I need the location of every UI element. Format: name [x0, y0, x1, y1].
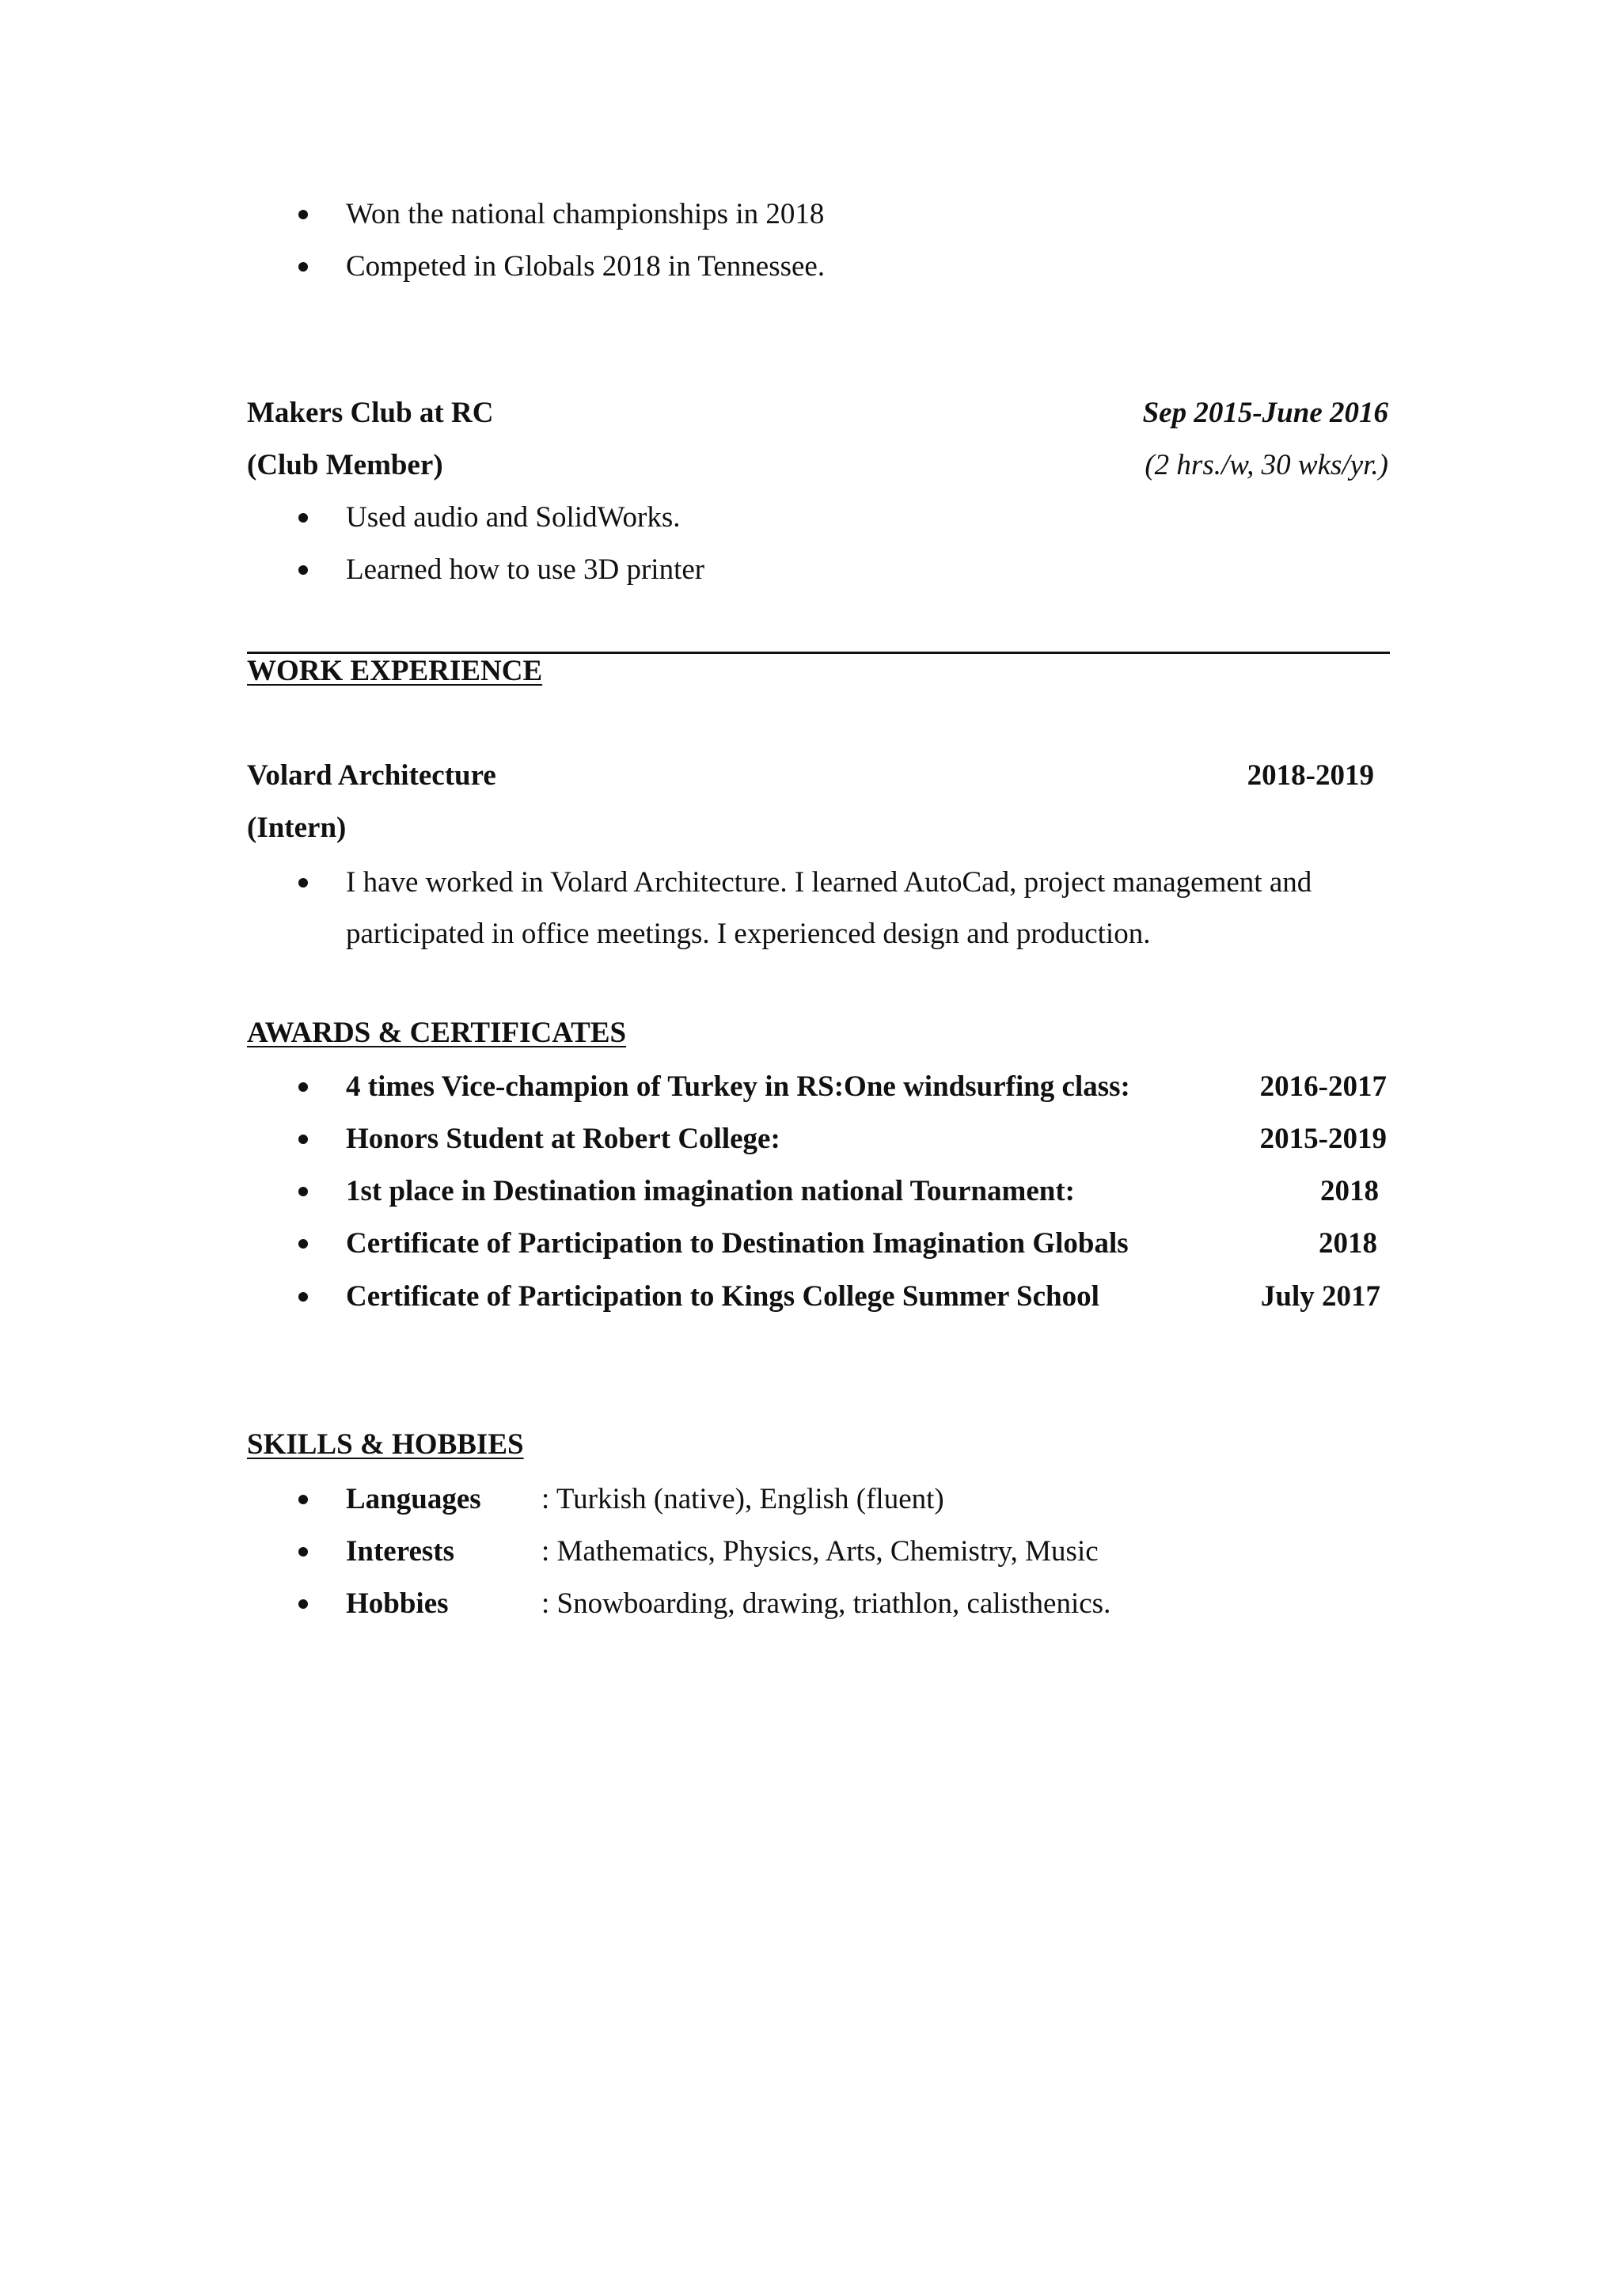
award-label: Certificate of Participation to Destination Imagination Globals: [346, 1227, 1129, 1260]
bullet-icon: [298, 1135, 308, 1144]
award-label: Certificate of Participation to Kings College Summer School: [346, 1280, 1099, 1313]
skills-heading: SKILLS & HOBBIES: [247, 1428, 524, 1461]
award-date: 2018: [1319, 1227, 1377, 1260]
work-bullet-text-line2: participated in office meetings. I experienced design and production.: [346, 918, 1151, 950]
work-role: (Intern): [247, 812, 347, 844]
skill-value: : Snowboarding, drawing, triathlon, calisthenics.: [541, 1587, 1111, 1620]
skill-label: Interests: [346, 1535, 455, 1568]
awards-heading: AWARDS & CERTIFICATES: [247, 1017, 627, 1049]
award-date: 2016-2017: [1259, 1070, 1387, 1103]
bullet-icon: [298, 1495, 308, 1504]
work-company: Volard Architecture: [247, 759, 496, 792]
bullet-icon: [298, 565, 308, 575]
activity-bullet-text: Won the national championships in 2018: [346, 198, 825, 230]
bullet-icon: [298, 210, 308, 219]
makers-club-bullet-text: Used audio and SolidWorks.: [346, 501, 681, 534]
award-label: 4 times Vice-champion of Turkey in RS:One windsurfing class:: [346, 1070, 1130, 1103]
makers-club-title: Makers Club at RC: [247, 397, 494, 429]
award-date: July 2017: [1260, 1280, 1380, 1313]
activity-bullet-text: Competed in Globals 2018 in Tennessee.: [346, 250, 826, 283]
makers-club-bullet-text: Learned how to use 3D printer: [346, 553, 705, 586]
skill-label: Hobbies: [346, 1587, 449, 1620]
bullet-icon: [298, 1599, 308, 1609]
makers-club-role: (Club Member): [247, 449, 443, 481]
makers-club-dates: Sep 2015-June 2016: [1142, 397, 1388, 429]
bullet-icon: [298, 262, 308, 272]
award-label: Honors Student at Robert College:: [346, 1123, 780, 1155]
bullet-icon: [298, 1239, 308, 1249]
award-label: 1st place in Destination imagination national Tournament:: [346, 1175, 1076, 1207]
makers-club-hours: (2 hrs./w, 30 wks/yr.): [1145, 449, 1388, 481]
bullet-icon: [298, 1187, 308, 1196]
award-date: 2015-2019: [1259, 1123, 1387, 1155]
skill-value: : Mathematics, Physics, Arts, Chemistry, Music: [541, 1535, 1099, 1568]
work-bullet-text-line1: I have worked in Volard Architecture. I learned AutoCad, project management and: [346, 866, 1312, 899]
skill-label: Languages: [346, 1483, 481, 1515]
skill-value: : Turkish (native), English (fluent): [541, 1483, 944, 1515]
work-experience-heading: WORK EXPERIENCE: [247, 655, 543, 687]
work-dates: 2018-2019: [1247, 759, 1374, 792]
bullet-icon: [298, 878, 308, 888]
bullet-icon: [298, 1082, 308, 1092]
bullet-icon: [298, 1292, 308, 1302]
bullet-icon: [298, 513, 308, 523]
award-date: 2018: [1320, 1175, 1379, 1207]
bullet-icon: [298, 1547, 308, 1557]
